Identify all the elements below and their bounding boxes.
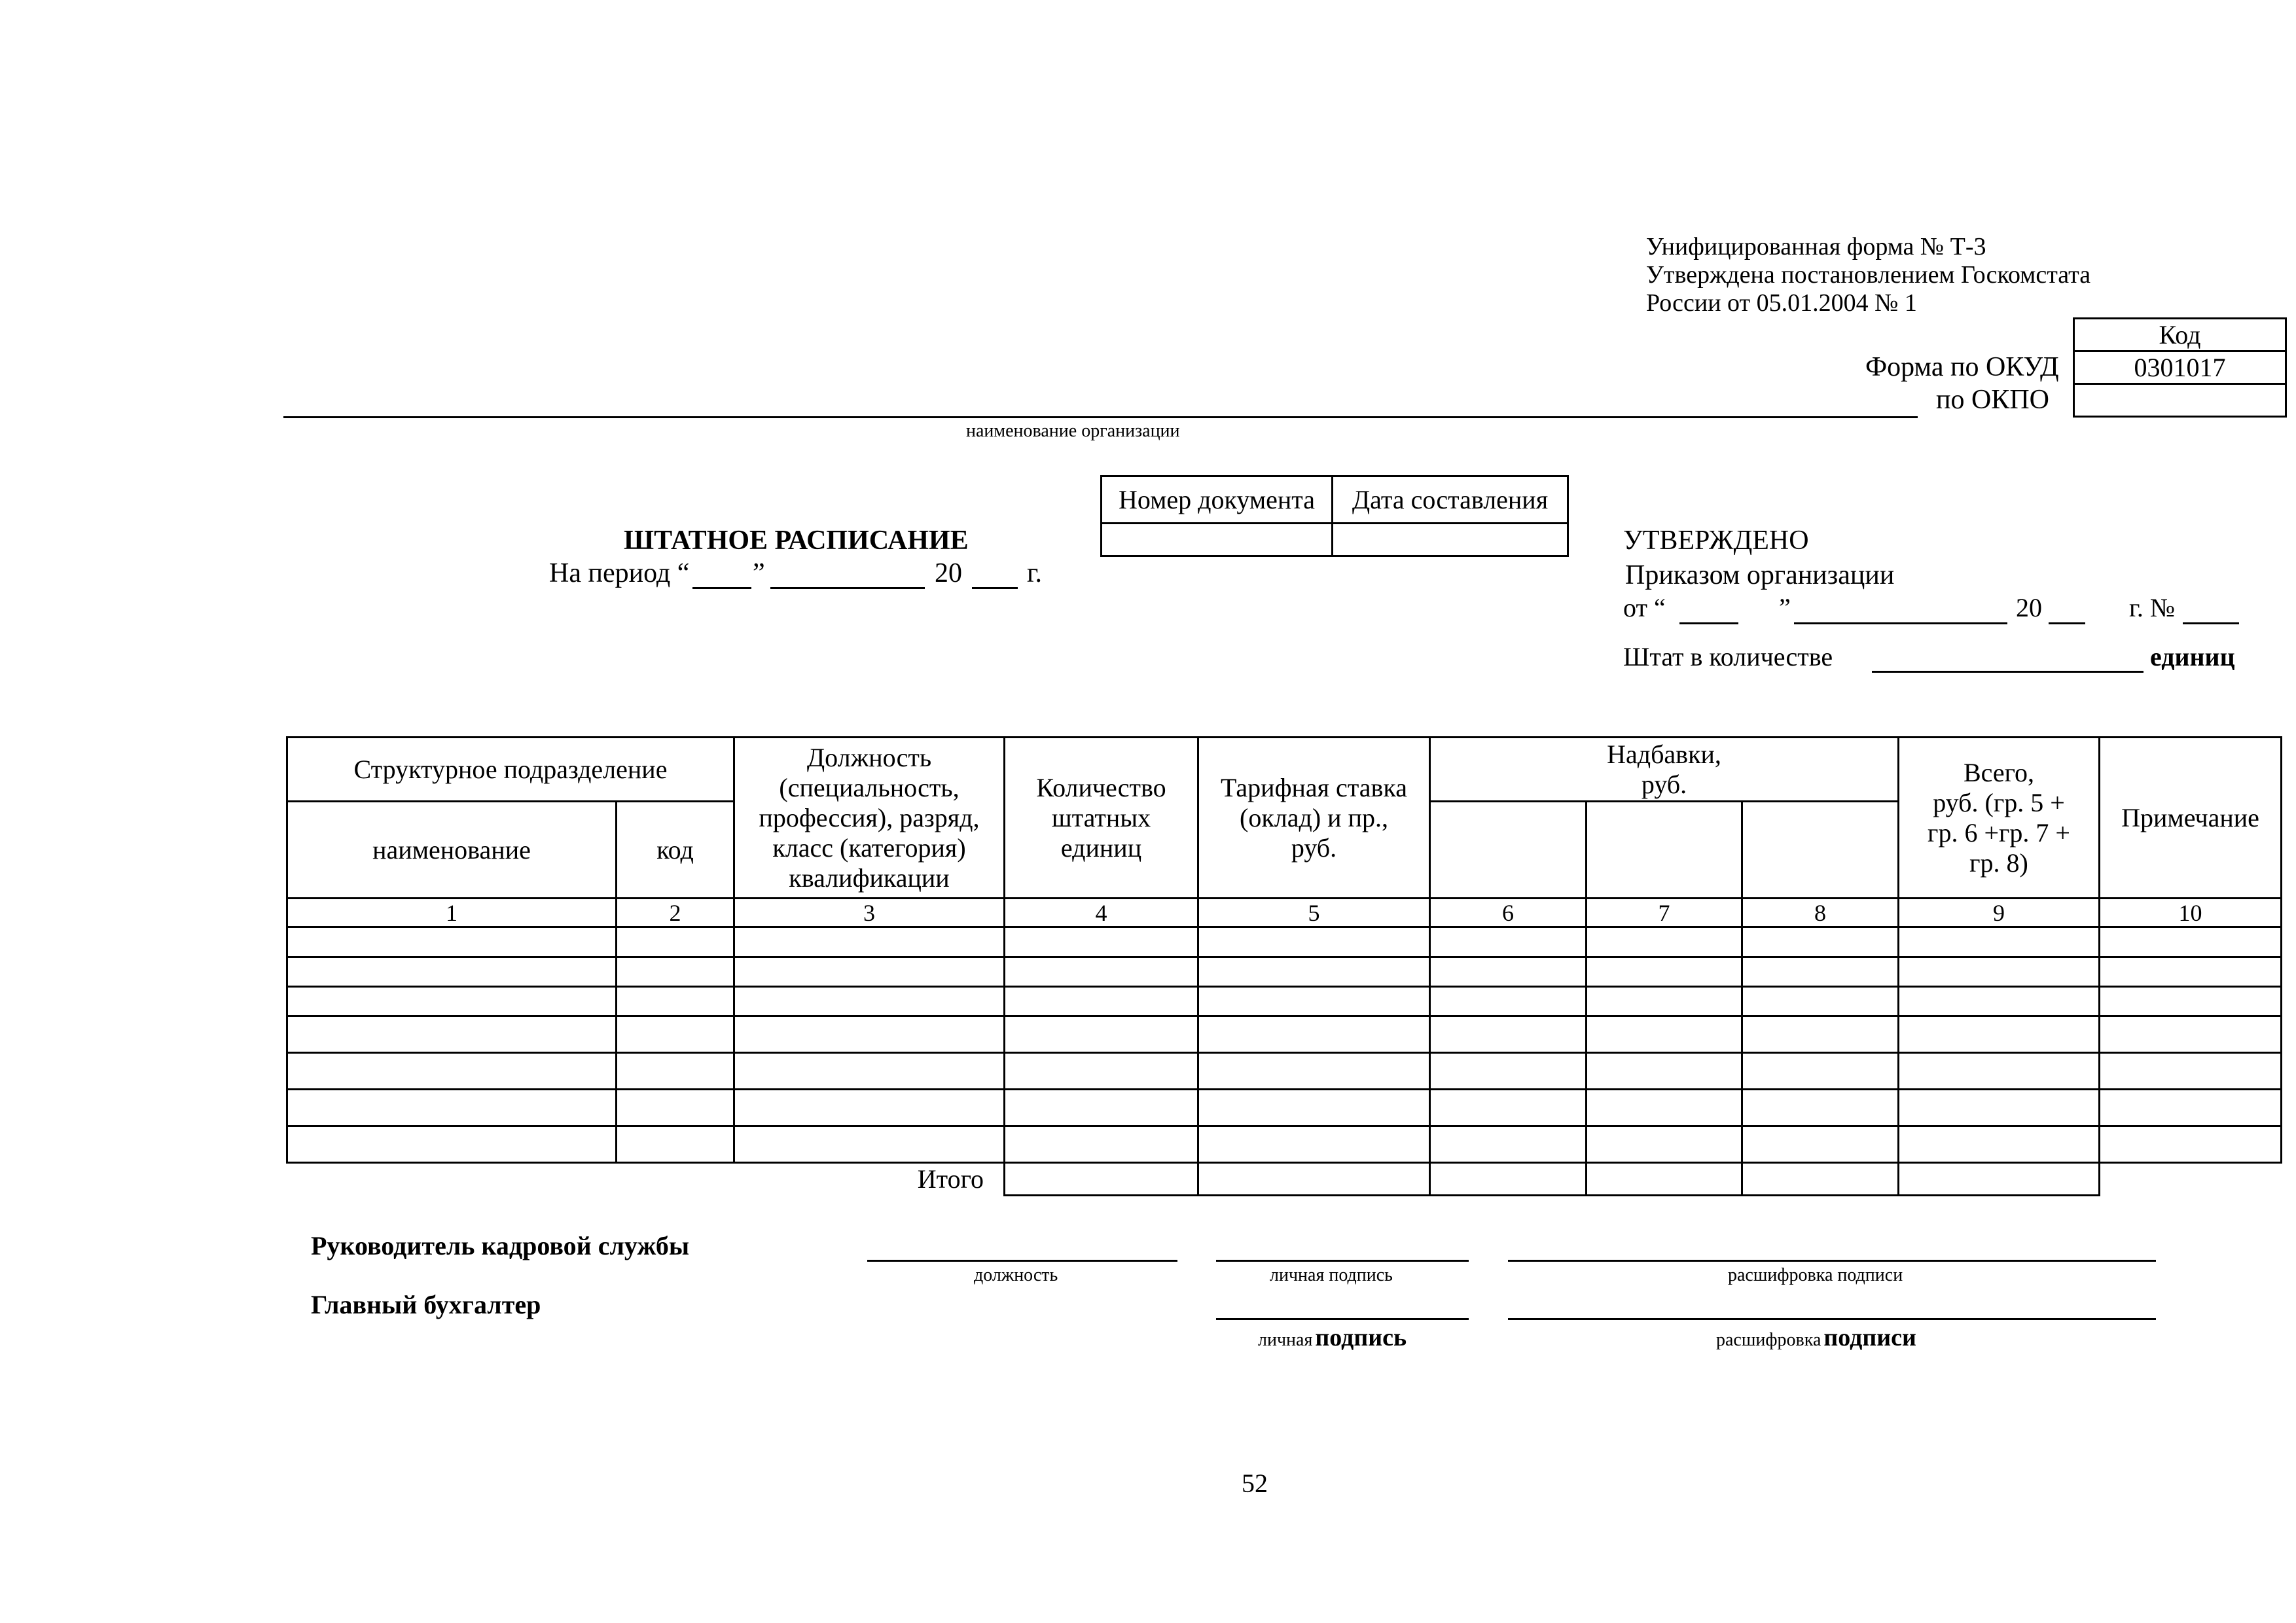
approval-day-line[interactable] — [1679, 622, 1738, 624]
approved-line-1: Утверждена постановлением Госкомстата — [1646, 261, 2091, 289]
page-number: 52 — [1242, 1469, 1268, 1498]
total-cell-4[interactable] — [1005, 1163, 1198, 1196]
cell[interactable] — [1899, 957, 2100, 987]
table-row[interactable] — [287, 1126, 2282, 1163]
count-header — [1005, 738, 1198, 899]
accountant-decoding-line[interactable] — [1508, 1318, 2156, 1320]
cell[interactable] — [1430, 1090, 1587, 1126]
hr-position-caption: должность — [974, 1265, 1058, 1285]
code-header: код — [617, 802, 734, 899]
total-cell-5[interactable] — [1198, 1163, 1430, 1196]
page-title: ШТАТНОЕ РАСПИСАНИЕ — [624, 526, 969, 556]
cell[interactable] — [734, 987, 1005, 1016]
cell[interactable] — [617, 1126, 734, 1163]
cell[interactable] — [617, 987, 734, 1016]
cell[interactable] — [1742, 1053, 1899, 1090]
cell[interactable] — [1005, 1126, 1198, 1163]
approval-number-line[interactable] — [2183, 622, 2239, 624]
okud-value[interactable]: 0301017 — [2074, 351, 2286, 384]
table-row[interactable] — [287, 1016, 2282, 1053]
cell[interactable] — [1430, 957, 1587, 987]
rate-header-l3: руб. — [1291, 832, 1337, 863]
table-row[interactable] — [287, 927, 2282, 957]
approval-year-line[interactable] — [2049, 622, 2085, 624]
table-row[interactable] — [287, 957, 2282, 987]
accountant-signature-caption-a: личная — [1258, 1330, 1313, 1350]
accountant-signature-line[interactable] — [1216, 1318, 1469, 1320]
cell[interactable] — [2100, 1090, 2282, 1126]
cell[interactable] — [1005, 987, 1198, 1016]
total-cell-10 — [2100, 1163, 2282, 1196]
total-label: Итого — [287, 1163, 1005, 1196]
col-num-5: 5 — [1198, 899, 1430, 927]
total-header — [1899, 738, 2100, 899]
name-header: наименование — [287, 802, 617, 899]
codes-table — [2073, 317, 2287, 418]
cell[interactable] — [1742, 987, 1899, 1016]
cell[interactable] — [617, 927, 734, 957]
organization-caption: наименование организации — [966, 421, 1180, 441]
hr-signature-caption: личная подпись — [1270, 1265, 1393, 1285]
approval-year: 20 — [2016, 593, 2042, 622]
rate-header — [1198, 738, 1430, 899]
staff-count-line[interactable] — [1872, 671, 2144, 673]
cell[interactable] — [734, 1053, 1005, 1090]
cell[interactable] — [734, 1126, 1005, 1163]
cell[interactable] — [287, 927, 617, 957]
period-day-line[interactable] — [692, 587, 751, 589]
organization-name-line[interactable] — [283, 416, 1918, 418]
note-header: Примечание — [2100, 738, 2282, 899]
total-header-l1: Всего, — [1963, 757, 2035, 787]
cell[interactable] — [1198, 1126, 1430, 1163]
allowance-1-header — [1430, 802, 1587, 899]
cell[interactable] — [734, 1090, 1005, 1126]
cell[interactable] — [1742, 927, 1899, 957]
cell[interactable] — [1587, 957, 1742, 987]
col-num-6: 6 — [1430, 899, 1587, 927]
okpo-label: по ОКПО — [1936, 385, 2049, 415]
cell[interactable] — [617, 1090, 734, 1126]
period-year-line[interactable] — [972, 587, 1018, 589]
cell[interactable] — [1899, 1126, 2100, 1163]
chief-accountant-label: Главный бухгалтер — [311, 1290, 541, 1319]
approval-number-label: г. № — [2129, 593, 2176, 622]
cell[interactable] — [1430, 927, 1587, 957]
col-num-1: 1 — [287, 899, 617, 927]
table-row[interactable] — [287, 1053, 2282, 1090]
cell[interactable] — [1899, 1016, 2100, 1053]
doc-date-value[interactable] — [1333, 524, 1568, 556]
total-cell-6[interactable] — [1430, 1163, 1587, 1196]
cell[interactable] — [1198, 987, 1430, 1016]
cell[interactable] — [1198, 1053, 1430, 1090]
total-header-l3: гр. 6 +гр. 7 + — [1928, 817, 2070, 847]
allowances-header — [1430, 738, 1899, 802]
cell[interactable] — [1198, 1090, 1430, 1126]
cell[interactable] — [1430, 1016, 1587, 1053]
header-row-1 — [287, 738, 2282, 802]
cell[interactable] — [2100, 1053, 2282, 1090]
staffing-table — [286, 736, 2282, 1196]
approved-heading: УТВЕРЖДЕНО — [1623, 526, 1809, 556]
allowance-2-header — [1587, 802, 1742, 899]
position-header-l4: класс (категория) — [772, 832, 966, 863]
cell[interactable] — [1198, 927, 1430, 957]
cell[interactable] — [1005, 927, 1198, 957]
cell[interactable] — [1742, 1016, 1899, 1053]
accountant-decoding-caption-b: подписи — [1823, 1324, 1916, 1351]
accountant-decoding-caption-a: расшифровка — [1716, 1330, 1821, 1350]
cell[interactable] — [617, 957, 734, 987]
cell[interactable] — [1005, 1053, 1198, 1090]
accountant-signature-caption — [1258, 1323, 1407, 1352]
total-cell-9[interactable] — [1899, 1163, 2100, 1196]
cell[interactable] — [1899, 927, 2100, 957]
hr-decoding-line[interactable] — [1508, 1260, 2156, 1262]
cell[interactable] — [287, 1090, 617, 1126]
cell[interactable] — [287, 1053, 617, 1090]
approved-by-order: Приказом организации — [1625, 560, 1895, 590]
total-header-l4: гр. 8) — [1969, 847, 2028, 878]
cell[interactable] — [1587, 1126, 1742, 1163]
cell[interactable] — [617, 1053, 734, 1090]
period-month-line[interactable] — [770, 587, 925, 589]
okud-label: Форма по ОКУД — [1865, 352, 2059, 382]
subdivision-header: Структурное подразделение — [287, 738, 734, 802]
count-header-l1: Количество — [1036, 772, 1166, 802]
cell[interactable] — [287, 957, 617, 987]
cell[interactable] — [1005, 1016, 1198, 1053]
total-row — [287, 1163, 2282, 1196]
approval-from-quote: ” — [1779, 593, 1791, 622]
cell[interactable] — [2100, 1126, 2282, 1163]
total-header-l2: руб. (гр. 5 + — [1933, 787, 2065, 817]
rate-header-l1: Тарифная ставка — [1220, 772, 1408, 802]
total-cell-8[interactable] — [1742, 1163, 1899, 1196]
cell[interactable] — [2100, 1016, 2282, 1053]
cell[interactable] — [2100, 957, 2282, 987]
staff-units: единиц — [2150, 642, 2235, 671]
cell[interactable] — [1899, 1090, 2100, 1126]
okpo-value[interactable] — [2074, 384, 2286, 417]
col-num-4: 4 — [1005, 899, 1198, 927]
form-name: Унифицированная форма № Т-3 — [1646, 233, 1986, 260]
accountant-signature-caption-b: подпись — [1315, 1324, 1407, 1351]
cell[interactable] — [1198, 1016, 1430, 1053]
kod-header: Код — [2074, 319, 2286, 351]
document-box — [1100, 475, 1569, 557]
count-header-l3: единиц — [1060, 832, 1142, 863]
rate-header-l2: (оклад) и пр., — [1240, 802, 1388, 832]
cell[interactable] — [1742, 957, 1899, 987]
col-num-7: 7 — [1587, 899, 1742, 927]
table-row[interactable] — [287, 987, 2282, 1016]
cell[interactable] — [1430, 987, 1587, 1016]
position-header-l2: (специальность, — [779, 772, 960, 802]
allowance-3-header — [1742, 802, 1899, 899]
doc-number-value[interactable] — [1102, 524, 1333, 556]
cell[interactable] — [1587, 987, 1742, 1016]
cell[interactable] — [1742, 1090, 1899, 1126]
cell[interactable] — [734, 1016, 1005, 1053]
doc-date-label: Дата составления — [1333, 476, 1568, 524]
count-header-l2: штатных — [1051, 802, 1151, 832]
column-number-row — [287, 899, 2282, 927]
cell[interactable] — [1430, 1126, 1587, 1163]
table-row[interactable] — [287, 1090, 2282, 1126]
hr-signature-line[interactable] — [1216, 1260, 1469, 1262]
cell[interactable] — [287, 987, 617, 1016]
cell[interactable] — [617, 1016, 734, 1053]
staff-label: Штат в количестве — [1623, 642, 1833, 671]
cell[interactable] — [2100, 987, 2282, 1016]
period-suffix: г. — [1027, 558, 1042, 588]
cell[interactable] — [1005, 957, 1198, 987]
hr-decoding-caption: расшифровка подписи — [1728, 1265, 1903, 1285]
cell[interactable] — [1587, 1016, 1742, 1053]
approved-line-2: России от 05.01.2004 № 1 — [1646, 289, 1917, 317]
col-num-9: 9 — [1899, 899, 2100, 927]
position-header-l3: профессия), разряд, — [759, 802, 980, 832]
period-year: 20 — [935, 558, 962, 588]
cell[interactable] — [1198, 957, 1430, 987]
hr-head-label: Руководитель кадровой службы — [311, 1231, 690, 1260]
cell[interactable] — [1587, 1053, 1742, 1090]
allowances-header-l2: руб. — [1641, 769, 1687, 799]
period-quote: ” — [753, 558, 765, 588]
col-num-8: 8 — [1742, 899, 1899, 927]
position-header-l5: квалификации — [789, 863, 950, 893]
cell[interactable] — [1899, 1053, 2100, 1090]
total-cell-7[interactable] — [1587, 1163, 1742, 1196]
position-header-l1: Должность — [806, 742, 932, 772]
cell[interactable] — [2100, 927, 2282, 957]
cell[interactable] — [1587, 927, 1742, 957]
doc-number-label: Номер документа — [1102, 476, 1333, 524]
accountant-decoding-caption — [1716, 1323, 1916, 1352]
position-header — [734, 738, 1005, 899]
cell[interactable] — [287, 1016, 617, 1053]
col-num-10: 10 — [2100, 899, 2282, 927]
col-num-2: 2 — [617, 899, 734, 927]
cell[interactable] — [734, 957, 1005, 987]
allowances-header-l1: Надбавки, — [1607, 739, 1721, 769]
approval-from-prefix: от “ — [1623, 593, 1666, 622]
cell[interactable] — [1587, 1090, 1742, 1126]
col-num-3: 3 — [734, 899, 1005, 927]
cell[interactable] — [1005, 1090, 1198, 1126]
cell[interactable] — [734, 927, 1005, 957]
hr-position-line[interactable] — [867, 1260, 1177, 1262]
cell[interactable] — [1899, 987, 2100, 1016]
period-prefix: На период “ — [549, 558, 690, 588]
cell[interactable] — [1430, 1053, 1587, 1090]
cell[interactable] — [1742, 1126, 1899, 1163]
cell[interactable] — [287, 1126, 617, 1163]
approval-month-line[interactable] — [1794, 622, 2007, 624]
